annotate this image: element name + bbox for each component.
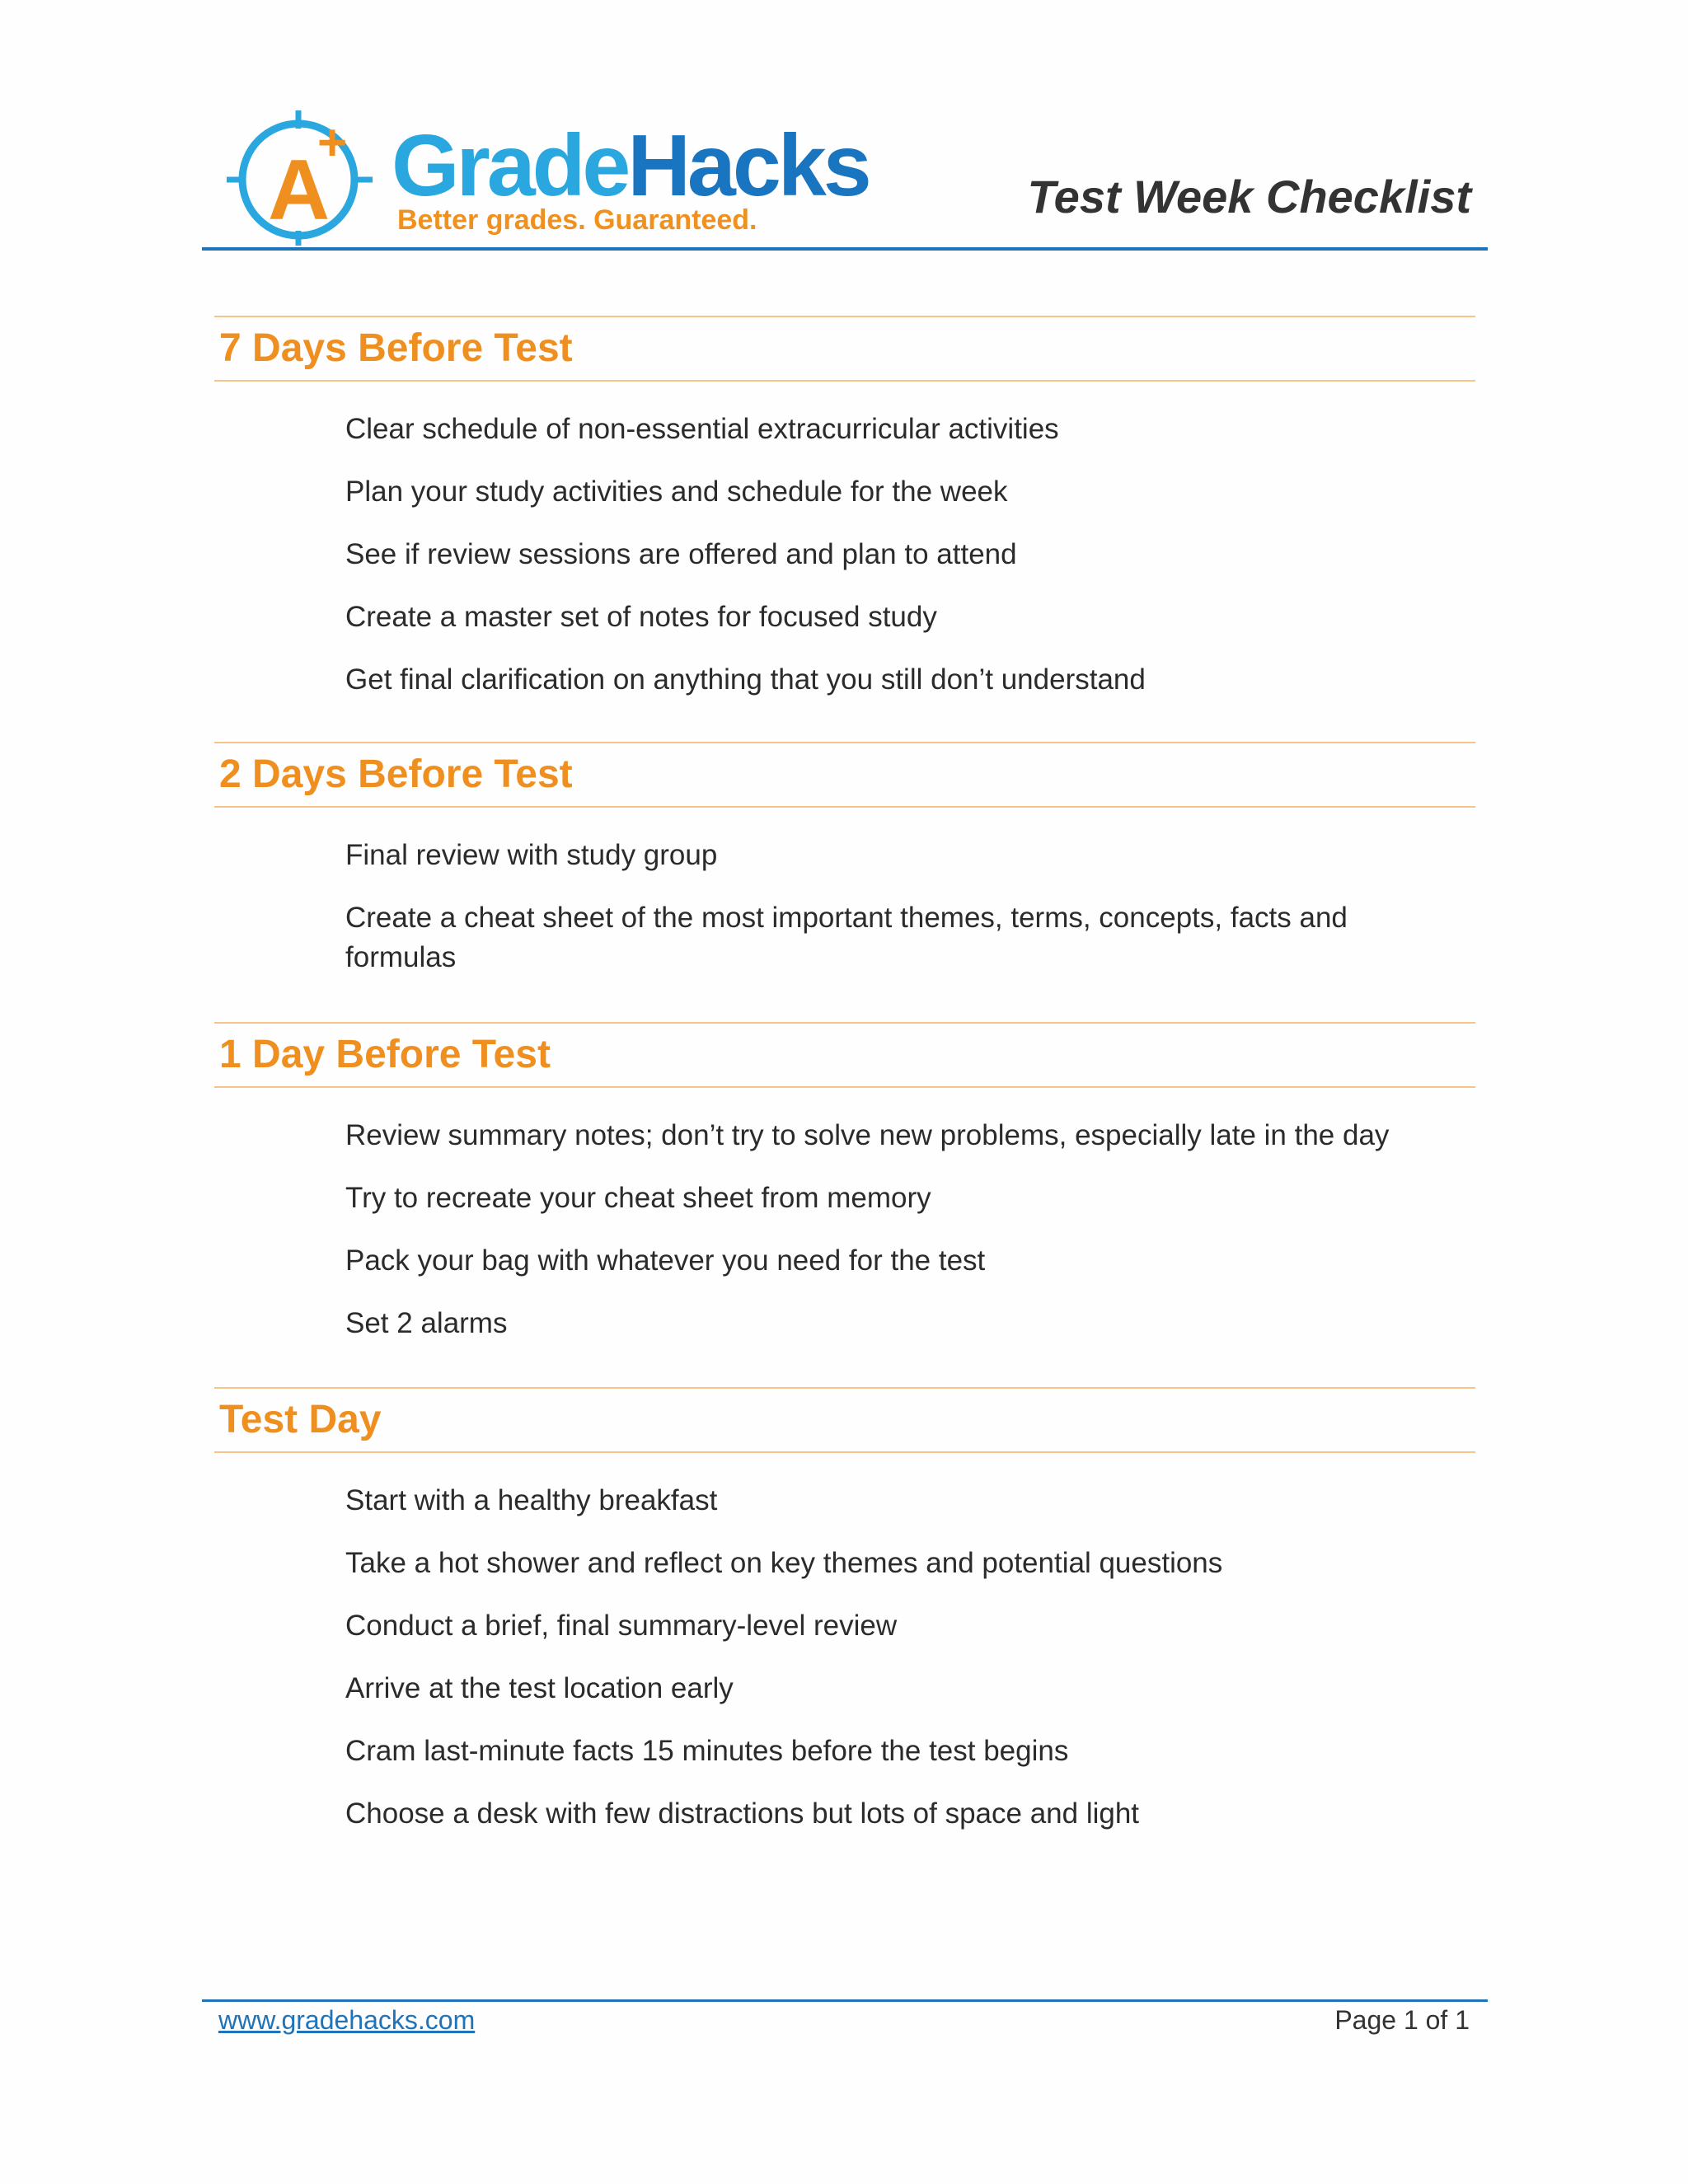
section-2-days	[214, 742, 1475, 1001]
list-item: Start with a healthy breakfast	[345, 1484, 718, 1516]
section-title: 1 Day Before Test	[219, 1033, 551, 1076]
checklist	[214, 410, 1475, 700]
list-item: Review summary notes; don’t try to solve new problems, especially late in the day	[345, 1119, 1390, 1151]
document-title: Test Week Checklist	[1027, 171, 1471, 223]
section-test-day	[214, 1387, 1475, 1857]
page-number: Page 1 of 1	[1334, 2005, 1470, 2035]
a-plus-target-logo-icon	[220, 104, 385, 248]
list-item: Cram last-minute facts 15 minutes before the test begins	[345, 1735, 1069, 1767]
list-item: Create a cheat sheet of the most important themes, terms, concepts, facts and formulas	[345, 902, 1348, 973]
gradehacks-logo[interactable]	[220, 97, 869, 246]
logo-word-grade: Grade	[392, 117, 628, 214]
list-item: Pack your bag with whatever you need for the test	[345, 1244, 986, 1277]
logo-mark-plus: +	[317, 115, 348, 171]
list-item: Create a master set of notes for focused study	[345, 601, 937, 633]
checklist	[214, 1481, 1475, 1834]
section-header	[214, 1387, 1475, 1453]
logo-mark-letter: A	[268, 143, 331, 238]
section-header	[214, 1022, 1475, 1088]
list-item: Plan your study activities and schedule for the week	[345, 476, 1008, 508]
section-1-day	[214, 1022, 1475, 1366]
list-item: Conduct a brief, final summary-level review	[345, 1610, 898, 1642]
section-title: 2 Days Before Test	[219, 752, 573, 796]
list-item: Get final clarification on anything that you still don’t understand	[345, 663, 1146, 696]
list-item: Choose a desk with few distractions but lots of space and light	[345, 1797, 1140, 1830]
header-divider	[202, 247, 1488, 251]
section-header	[214, 316, 1475, 382]
list-item: Final review with study group	[345, 839, 718, 871]
section-title: Test Day	[219, 1398, 382, 1441]
logo-wordmark	[392, 117, 869, 214]
checklist	[214, 1116, 1475, 1343]
website-link[interactable]: www.gradehacks.com	[218, 2005, 476, 2035]
list-item: Set 2 alarms	[345, 1307, 508, 1339]
list-item: See if review sessions are offered and plan to attend	[345, 538, 1017, 570]
footer-divider	[202, 1999, 1488, 2002]
section-title: 7 Days Before Test	[219, 326, 573, 370]
section-7-days	[214, 316, 1475, 723]
list-item: Arrive at the test location early	[345, 1672, 734, 1704]
document-header	[202, 97, 1488, 254]
list-item: Take a hot shower and reflect on key themes and potential questions	[345, 1547, 1223, 1579]
logo-word-hacks: Hacks	[627, 117, 869, 214]
list-item: Try to recreate your cheat sheet from memory	[345, 1182, 931, 1214]
section-header	[214, 742, 1475, 808]
list-item: Clear schedule of non-essential extracurricular activities	[345, 413, 1059, 445]
logo-tagline: Better grades. Guaranteed.	[397, 204, 757, 236]
checklist	[214, 836, 1475, 977]
